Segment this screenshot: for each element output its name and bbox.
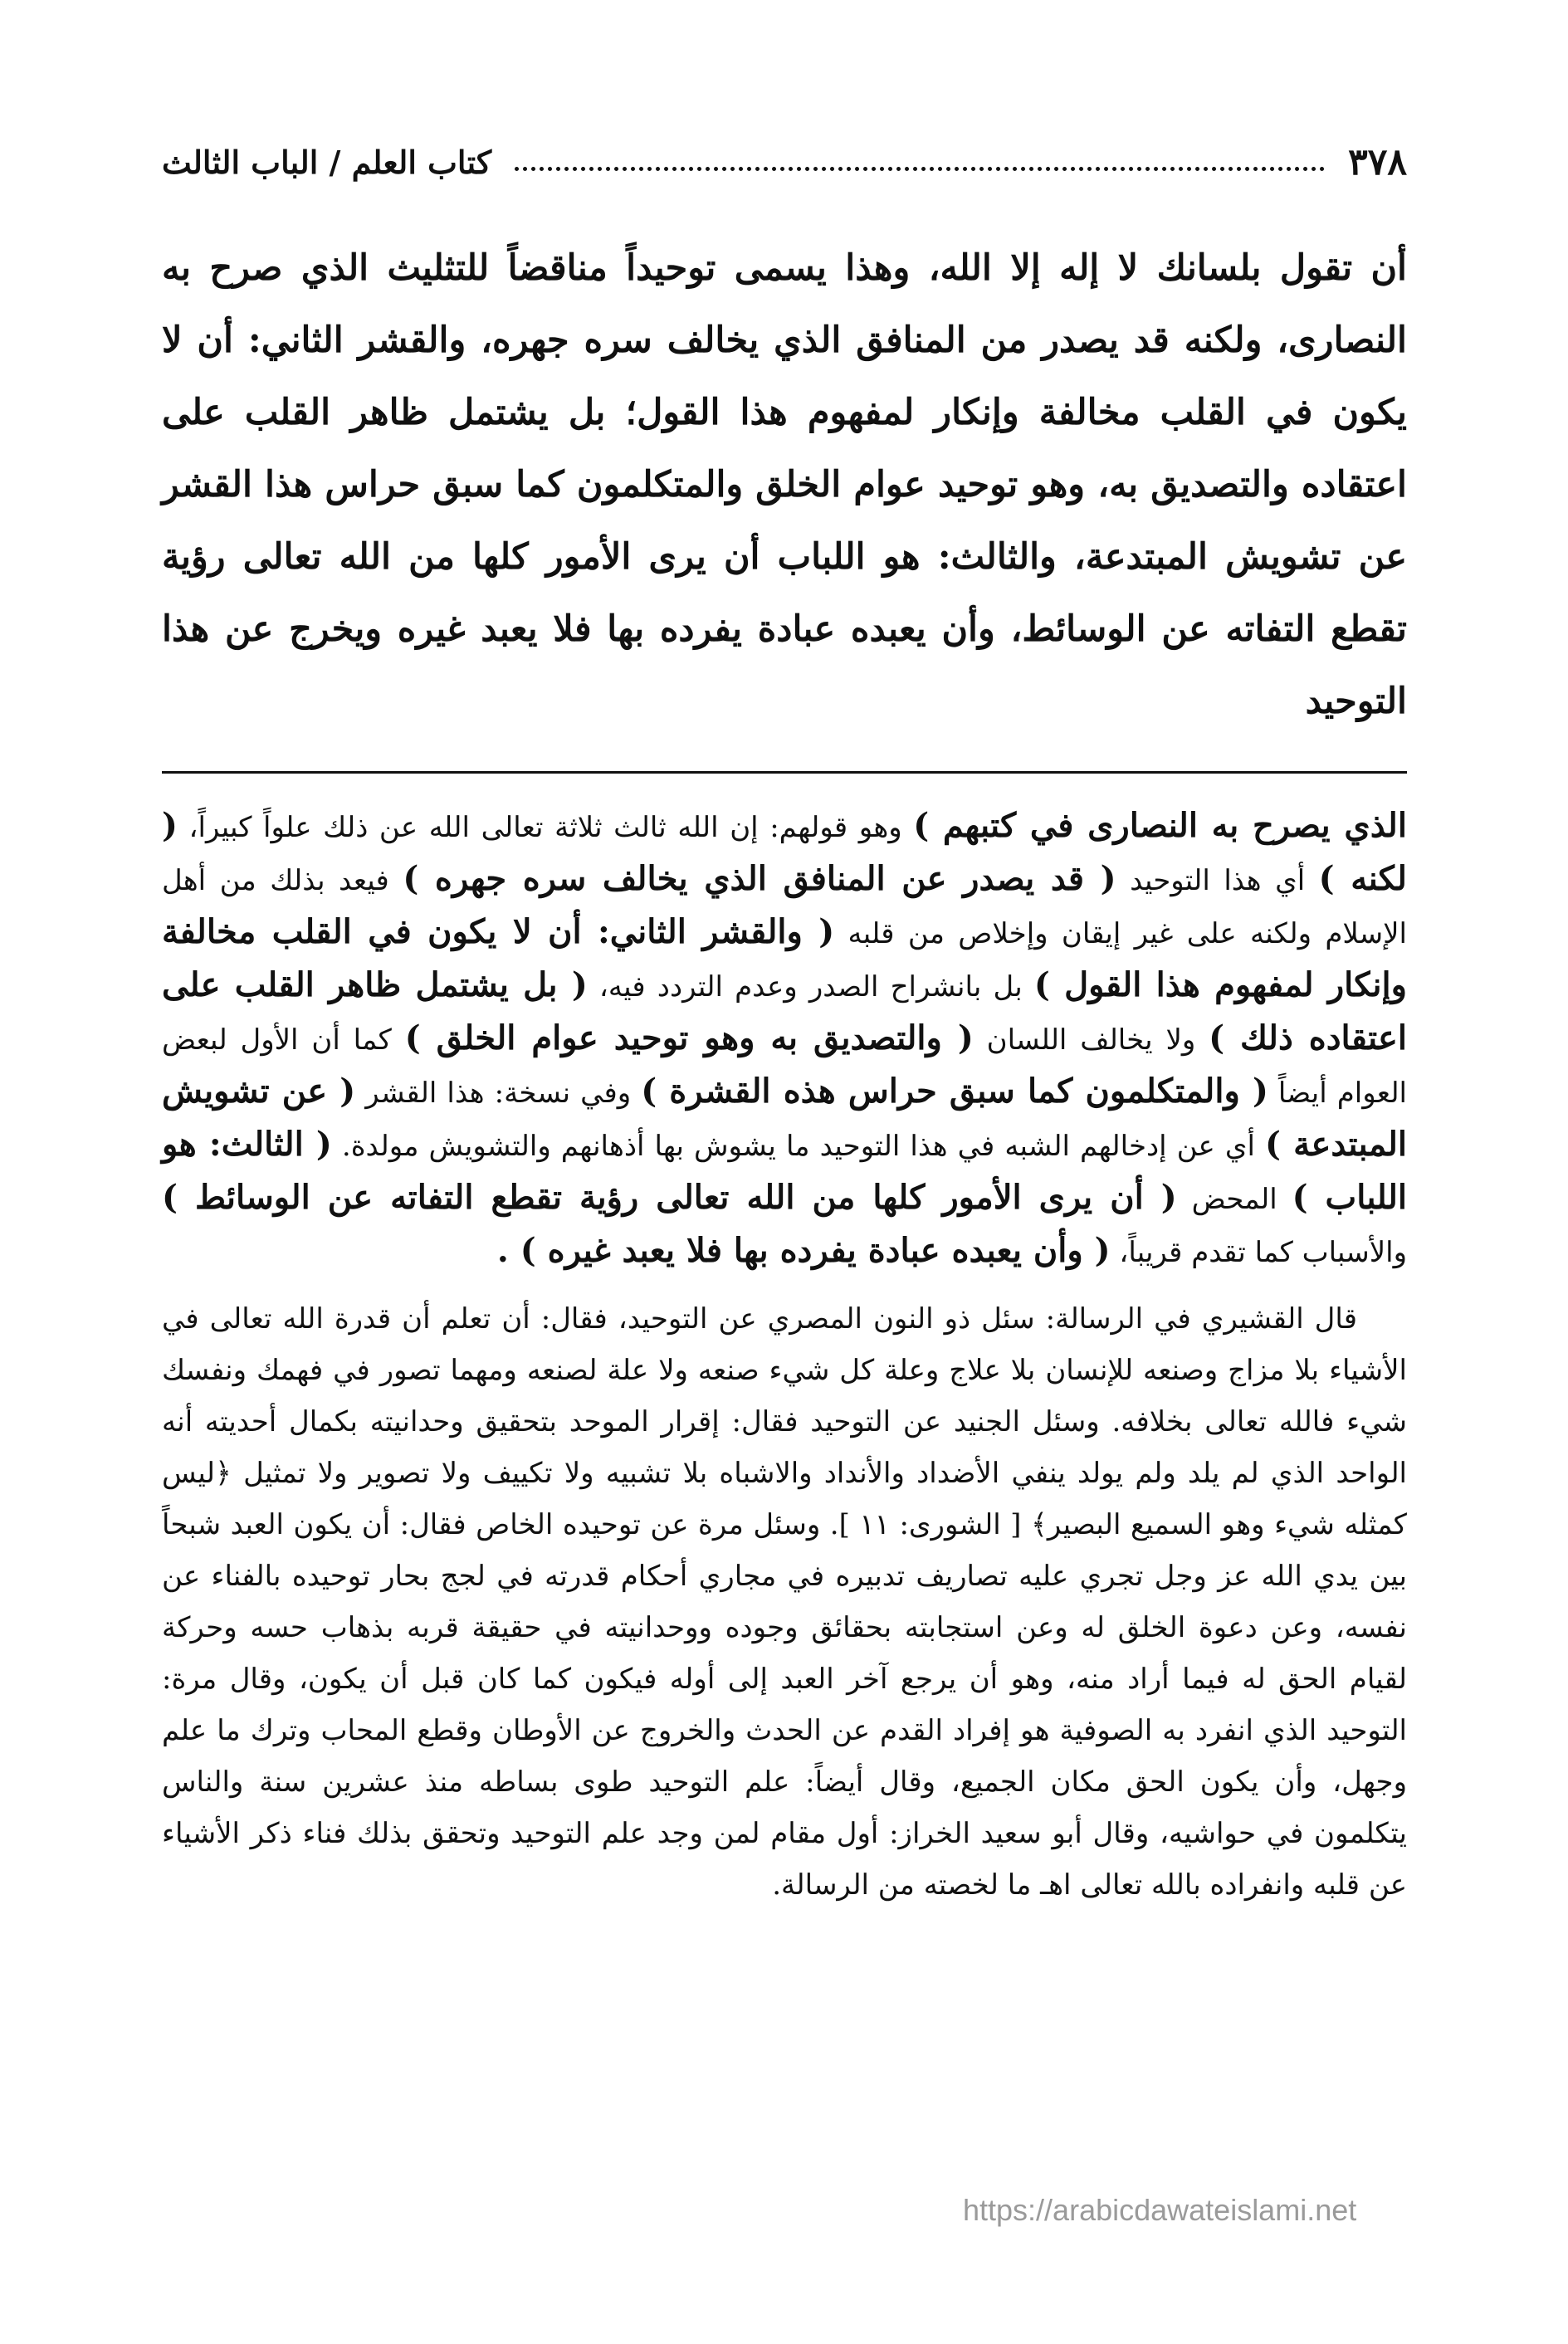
footnote-separator (162, 771, 1407, 774)
commentary-seg: كما أن الأول لبعض العوام أيضاً (162, 1023, 1407, 1110)
commentary-seg: المحض (1176, 1183, 1292, 1216)
commentary-seg: ( والتصديق به وهو توحيد عوام الخلق ) (404, 1018, 974, 1057)
quote-paragraph: قال القشيري في الرسالة: سئل ذو النون المصري عن التوحيد، فقال: أن تعلم أن قدرة الله تعالى في الأشياء بلا مزاج وصنعه للإنسان بلا علاج وعلة كل شيء صنعه ولا علة لصنعه ومهما تصور في فهمك ونفسك شيء فالله تعالى بخلافه. وسئل الجنيد عن التوحيد فقال: إقرار الموحد بتحقيق وحدانيته بكمال أحديته أنه الواحد الذي لم يلد ولم يولد ينفي الأضداد والأنداد والاشباه بلا تشبيه ولا تكييف ولا تصوير ولا تمثيل ﴿ليس كمثله شيء وهو السميع البصير﴾ [ الشورى: ١١ ]. وسئل مرة عن توحيده الخاص فقال: أن يكون العبد شبحاً بين يدي الله عز وجل تجري عليه تصاريف تدبيره في مجاري أحكام قدرته في لجج بحار توحيده بالفناء عن نفسه، وعن دعوة الخلق له وعن استجابته بحقائق وجوده ووحدانيته في حقيقة قربه بذهاب حسه وحركة لقيام الحق له فيما أراد منه، وهو أن يرجع آخر العبد إلى أوله فيكون كما كان قبل أن يكون، وقال مرة: التوحيد الذي انفرد به الصوفية هو إفراد القدم عن الحدث والخروج عن الأوطان وقطع المحاب وترك ما علم وجهل، وأن يكون الحق مكان الجميع، وقال أيضاً: علم التوحيد طوى بساطه منذ عشرين سنة والناس يتكلمون في حواشيه، وقال أبو سعيد الخراز: أول مقام لمن وجد علم التوحيد وتحقق بذلك فناء ذكر الأشياء عن قلبه وانفراده بالله تعالى اهـ ما لخصته من الرسالة. (162, 1302, 1407, 1902)
page-number: ٣٧٨ (1348, 140, 1407, 183)
quoted-passage (162, 1293, 1407, 1911)
commentary-seg: ولا يخالف اللسان (973, 1023, 1209, 1057)
commentary-seg: أي هذا التوحيد (1116, 864, 1319, 897)
commentary-seg: وفي نسخة: هذا القشر (355, 1077, 642, 1110)
commentary-seg: وهو قولهم: إن الله ثالث ثلاثة تعالى الله عن ذلك علواً كبيراً، (177, 811, 914, 844)
commentary-paragraph (162, 800, 1407, 1278)
header-dotted-leader (515, 167, 1325, 171)
commentary-seg: ( لكنه ) (162, 806, 1407, 898)
page-header (162, 125, 1407, 199)
commentary-seg: ( والقشر الثاني: أن لا يكون في القلب مخالفة وإنكار لمفهوم هذا القول ) (162, 912, 1407, 1004)
book-page (162, 125, 1407, 1911)
watermark-url: https://arabicdawateislami.net (963, 2193, 1357, 2227)
commentary-seg: ( بل يشتمل ظاهر القلب على اعتقاده ذلك ) (162, 965, 1408, 1057)
running-title: كتاب العلم / الباب الثالث (162, 143, 492, 181)
main-paragraph: أن تقول بلسانك لا إله إلا الله، وهذا يسمى توحيداً مناقضاً للتثليث الذي صرح به النصارى، ولكنه قد يصدر من المنافق الذي يخالف سره جهره، والقشر الثاني: أن لا يكون في القلب مخالفة وإنكار لمفهوم هذا القول؛ بل يشتمل ظاهر القلب على اعتقاده والتصديق به، وهو توحيد عوام الخلق والمتكلمون كما سبق حراس هذا القشر عن تشويش المبتدعة، والثالث: هو اللباب أن يرى الأمور كلها من الله تعالى رؤية تقطع التفاته عن الوسائط، وأن يعبده عبادة يفرده بها فلا يعبد غيره ويخرج عن هذا التوحيد (162, 247, 1407, 722)
commentary-seg: ( والمتكلمون كما سبق حراس هذه القشرة ) (641, 1072, 1268, 1111)
commentary-seg: ( الثالث: هو اللباب ) (162, 1125, 1407, 1217)
commentary-seg: بل بانشراح الصدر وعدم التردد فيه، (587, 970, 1034, 1004)
commentary-seg: ( قد يصدر عن المنافق الذي يخالف سره جهره ) (403, 859, 1116, 898)
commentary (162, 800, 1407, 1278)
commentary-seg: والأسباب كما تقدم قريباً، (1110, 1236, 1407, 1269)
commentary-seg: ( أن يرى الأمور كلها من الله تعالى رؤية تقطع التفاته عن الوسائط ) (162, 1178, 1177, 1217)
commentary-seg: ( عن تشويش المبتدعة ) (162, 1072, 1407, 1164)
commentary-seg: ( وأن يعبده عبادة يفرده بها فلا يعبد غيره ) . (496, 1231, 1111, 1270)
main-text (162, 232, 1407, 738)
commentary-seg: فيعد بذلك من أهل الإسلام ولكنه على غير إيقان وإخلاص من قلبه (162, 864, 1407, 950)
commentary-seg: الذي يصرح به النصارى في كتبهم ) (913, 806, 1407, 845)
commentary-seg: أي عن إدخالهم الشبه في هذا التوحيد ما يشوش بها أذهانهم والتشويش مولدة. (331, 1130, 1266, 1163)
